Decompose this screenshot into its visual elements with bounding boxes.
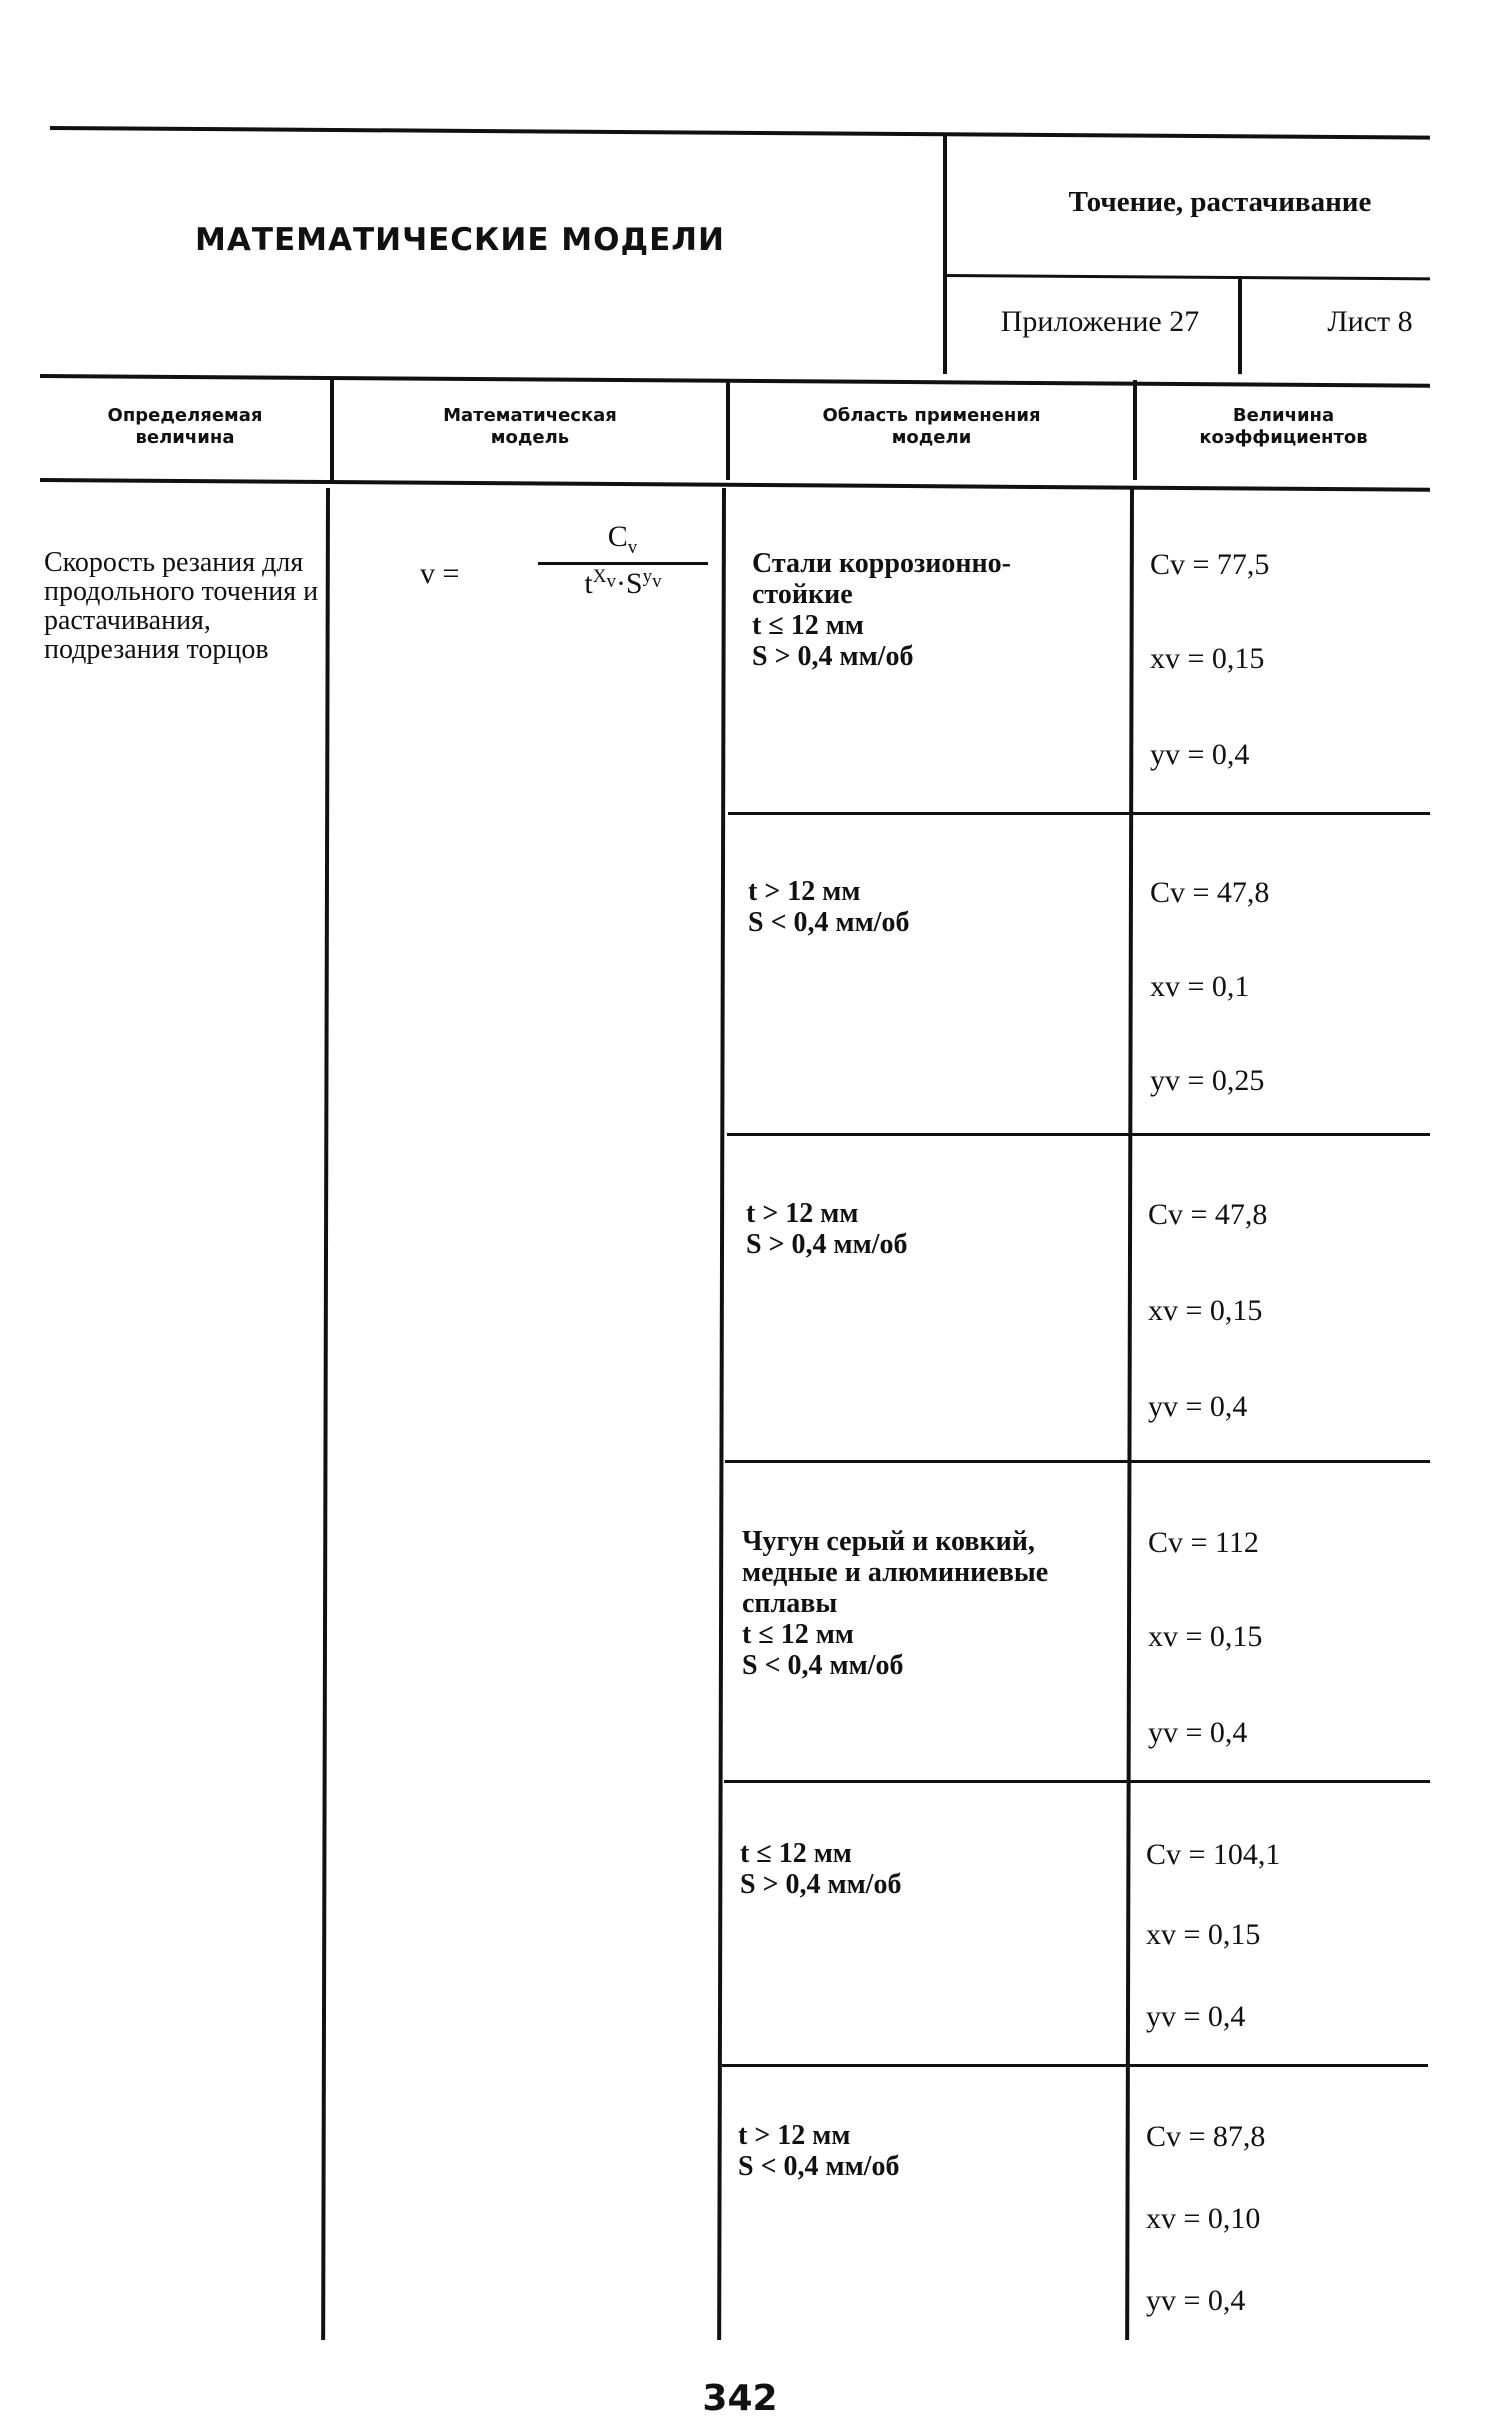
page-title: МАТЕМАТИЧЕСКИЕ МОДЕЛИ <box>194 222 725 258</box>
region-cell: t > 12 мм S > 0,4 мм/об <box>746 1198 908 1260</box>
coefficient-value: yv = 0,4 <box>1148 1390 1248 1423</box>
page-number: 342 <box>702 2378 778 2419</box>
coefficient-value: yv = 0,4 <box>1146 2284 1246 2317</box>
coefficient-value: xv = 0,15 <box>1148 1620 1263 1653</box>
col-divider-1 <box>321 488 330 2340</box>
region-cell: t > 12 мм S < 0,4 мм/об <box>738 2120 900 2182</box>
coefficient-value: xv = 0,1 <box>1150 970 1250 1003</box>
coefficient-value: xv = 0,10 <box>1146 2202 1261 2235</box>
sheet-label: Лист 8 <box>1327 305 1413 338</box>
coefficient-value: Cv = 112 <box>1148 1526 1259 1559</box>
column-header-rule <box>40 478 1430 492</box>
fraction-bar <box>538 562 708 565</box>
appendix-label: Приложение 27 <box>1000 305 1200 338</box>
header-divider-vertical <box>943 136 947 374</box>
region-cell: Стали коррозионно- стойкие t ≤ 12 мм S > 0,4 мм/об <box>752 548 1011 672</box>
coefficient-value: xv = 0,15 <box>1150 642 1265 675</box>
region-cell: Чугун серый и ковкий, медные и алюминиевые сплавы t ≤ 12 мм S < 0,4 мм/об <box>742 1526 1049 1681</box>
column-header-model: Математическая модель <box>443 405 617 448</box>
formula-numerator: $C_v$ <box>607 520 638 558</box>
column-header-quantity: Определяемая величина <box>107 405 263 448</box>
coefficient-value: Cv = 104,1 <box>1146 1838 1281 1871</box>
quantity-description: Скорость резания для продольного точения и растачивания, подрезания торцов <box>44 547 319 665</box>
col-divider-2 <box>717 488 726 2340</box>
row-separator-2 <box>727 1133 1430 1136</box>
coefficient-value: yv = 0,4 <box>1150 738 1250 771</box>
row-separator-5 <box>722 2064 1428 2067</box>
formula-lhs: v = <box>420 557 460 590</box>
coefficient-value: xv = 0,15 <box>1146 1918 1261 1951</box>
row-separator-1 <box>728 812 1430 815</box>
formula-denominator: $t^{X_v}\cdot S^{y_v}$ <box>584 566 662 600</box>
row-separator-3 <box>725 1460 1430 1463</box>
col-divider-3 <box>1125 488 1134 2340</box>
region-cell: t > 12 мм S < 0,4 мм/об <box>748 876 910 938</box>
section-subject: Точение, растачивание <box>1068 186 1372 218</box>
coefficient-value: Cv = 47,8 <box>1150 876 1270 909</box>
coefficient-value: Cv = 77,5 <box>1150 548 1270 581</box>
coefficient-value: Cv = 87,8 <box>1146 2120 1266 2153</box>
row-separator-4 <box>724 1780 1430 1783</box>
header-mid-rule <box>945 274 1430 280</box>
coefficient-value: yv = 0,4 <box>1148 1716 1248 1749</box>
coefficient-value: Cv = 47,8 <box>1148 1198 1268 1231</box>
top-rule <box>50 126 1430 140</box>
column-header-region: Область применения модели <box>822 405 1041 448</box>
coefficient-value: yv = 0,4 <box>1146 2000 1246 2033</box>
region-cell: t ≤ 12 мм S > 0,4 мм/об <box>740 1838 902 1900</box>
coefficient-value: yv = 0,25 <box>1150 1064 1265 1097</box>
coefficient-value: xv = 0,15 <box>1148 1294 1263 1327</box>
column-header-coefficients: Величина коэффициентов <box>1199 405 1368 448</box>
header-bottom-rule <box>40 374 1430 388</box>
